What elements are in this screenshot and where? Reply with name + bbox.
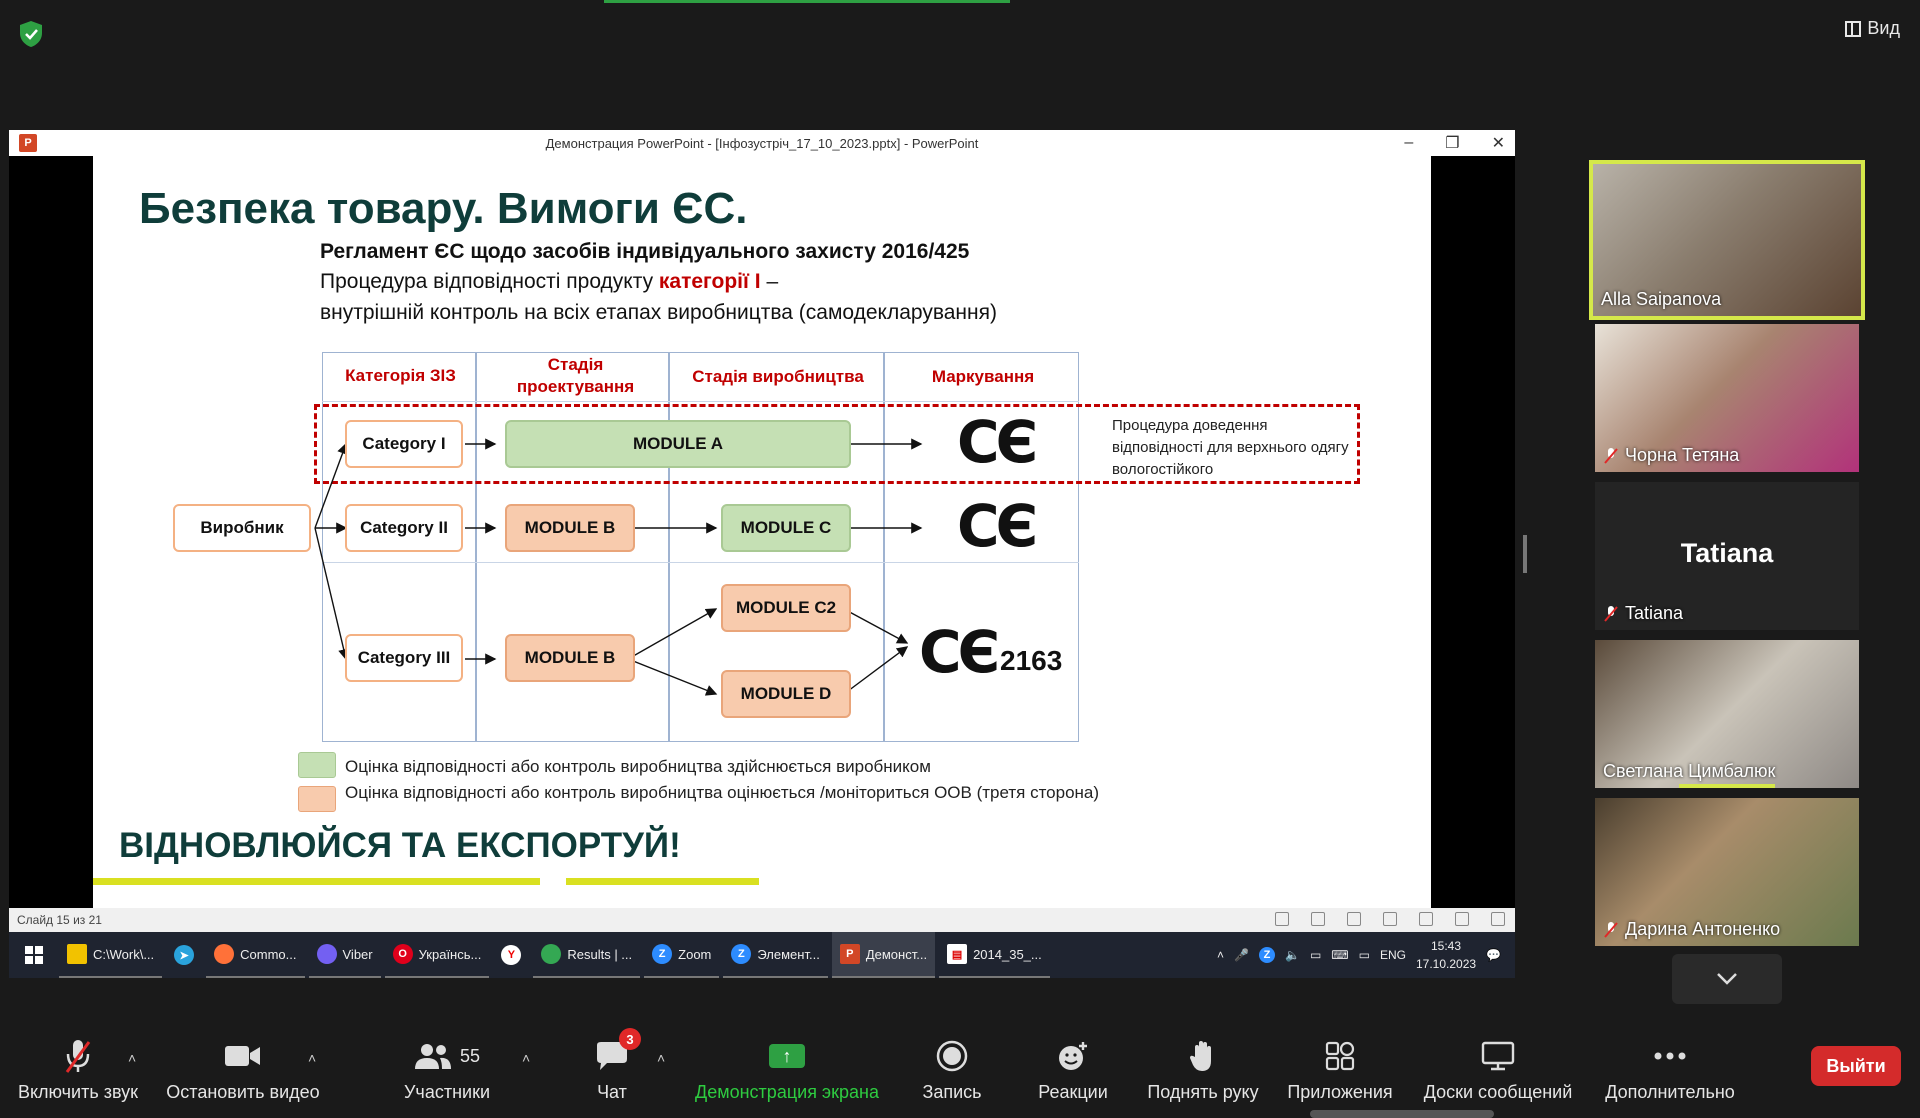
smiley-icon	[1057, 1040, 1089, 1072]
slide-subtitle-regulation: Регламент ЄС щодо засобів індивідуального захисту 2016/425	[320, 240, 970, 263]
participant-name: Дарина Антоненко	[1603, 919, 1780, 940]
grid-view-icon	[1845, 21, 1861, 37]
column-header-marking: Маркування	[931, 367, 1035, 386]
legend-swatch-orange	[298, 786, 336, 812]
slide-counter: Слайд 15 из 21	[17, 913, 102, 927]
participant-name: Alla Saipanova	[1601, 289, 1722, 309]
panel-splitter-handle[interactable]	[1523, 535, 1527, 573]
whiteboard-icon	[1481, 1041, 1515, 1071]
opera-icon: O	[393, 944, 413, 964]
muted-mic-icon	[63, 1038, 93, 1074]
participant-tile[interactable]	[1595, 324, 1859, 472]
language-indicator[interactable]: ENG	[1379, 948, 1406, 962]
restore-icon[interactable]: ❐	[1445, 135, 1460, 152]
record-button[interactable]: Запись	[920, 1036, 984, 1103]
participant-name: Tatiana	[1603, 603, 1683, 624]
more-button[interactable]: Дополнительно	[1600, 1036, 1740, 1103]
participant-tile[interactable]	[1589, 160, 1865, 320]
reading-view-icon[interactable]	[1455, 912, 1469, 926]
module-b-box: MODULE B	[505, 634, 635, 682]
powerpoint-icon: P	[840, 944, 860, 964]
taskbar-item-pdf[interactable]: ▤ 2014_35_...	[939, 932, 1050, 978]
taskbar-item-zoom[interactable]: Z Zoom	[644, 932, 719, 978]
raise-hand-button[interactable]: Поднять руку	[1144, 1036, 1262, 1103]
windows-taskbar	[9, 932, 1515, 978]
participant-name: Светлана Цимбалюк	[1603, 761, 1776, 781]
video-options-caret[interactable]: ˄	[308, 1050, 317, 1066]
clock-date: 17.10.2023	[1415, 957, 1477, 971]
speaking-indicator	[1679, 784, 1775, 788]
whiteboards-button[interactable]: Доски сообщений	[1420, 1036, 1576, 1103]
yandex-icon: Y	[501, 945, 521, 965]
microphone-icon[interactable]: 🎤	[1234, 948, 1249, 962]
procedure-note: Процедура доведення відповідності для верхнього одягу вологостійкого	[1112, 417, 1349, 478]
reactions-button[interactable]: Реакции	[1034, 1036, 1112, 1103]
legend-text-manufacturer: Оцінка відповідності або контроль виробництва здійснюється виробником	[345, 757, 931, 776]
category-3-box: Category III	[345, 634, 463, 682]
share-screen-button[interactable]: ↑ Демонстрация экрана	[695, 1045, 879, 1102]
start-button[interactable]	[9, 946, 59, 964]
folder-icon	[67, 944, 87, 964]
slide	[93, 156, 1431, 908]
meeting-toolbar	[0, 1010, 1920, 1118]
more-dots-icon	[1653, 1051, 1687, 1061]
chat-options-caret[interactable]: ˄	[657, 1050, 666, 1066]
telegram-icon: ➤	[174, 945, 194, 965]
horizontal-scrollbar[interactable]	[1310, 1110, 1494, 1118]
share-indicator-bar	[604, 0, 1010, 3]
muted-mic-icon	[1603, 921, 1619, 939]
participants-button[interactable]: 55 Участники	[402, 1036, 492, 1103]
chevron-down-icon	[1716, 972, 1738, 986]
stop-video-button[interactable]: Остановить видео	[163, 1036, 323, 1103]
system-tray	[1217, 932, 1515, 978]
pdf-icon: ▤	[947, 944, 967, 964]
ce-mark: CЄ	[957, 408, 1035, 476]
notified-body-number: 2163	[1000, 645, 1063, 676]
view-label: Вид	[1867, 18, 1900, 38]
module-b-box: MODULE B	[505, 504, 635, 552]
tray-chevron-up-icon[interactable]: ˄	[1217, 948, 1225, 962]
participant-tile[interactable]	[1595, 482, 1859, 630]
taskbar-item-explorer[interactable]: C:\Work\...	[59, 932, 162, 978]
powerpoint-logo-icon: P	[19, 134, 37, 152]
module-c-box: MODULE C	[721, 504, 851, 552]
keyboard-icon[interactable]: ⌨	[1331, 948, 1349, 962]
participant-name: Чорна Тетяна	[1603, 445, 1739, 466]
audio-options-caret[interactable]: ˄	[128, 1050, 137, 1066]
viber-icon	[317, 944, 337, 964]
legend-swatch-green	[298, 752, 336, 778]
module-c2-box: MODULE C2	[721, 584, 851, 632]
taskbar-item-powerpoint[interactable]: P Демонст...	[832, 932, 935, 978]
clock-time: 15:43	[1431, 939, 1462, 953]
security-shield-icon[interactable]	[18, 20, 44, 48]
share-screen-arrow-icon: ↑	[769, 1044, 805, 1068]
unmute-button[interactable]: Включить звук	[14, 1036, 142, 1103]
slide-title: Безпека товару. Вимоги ЄС.	[139, 184, 748, 233]
manufacturer-box: Виробник	[173, 504, 311, 552]
taskbar-item-chrome[interactable]: Results | ...	[533, 932, 640, 978]
participants-icon	[414, 1042, 452, 1070]
taskbar-item-zoom-elements[interactable]: Z Элемент...	[723, 932, 827, 978]
ce-mark: CЄ	[957, 492, 1035, 560]
slide-menu-icon[interactable]	[1311, 912, 1325, 926]
slide-slogan: ВІДНОВЛЮЙСЯ ТА ЕКСПОРТУЙ!	[119, 826, 681, 865]
view-button[interactable]	[1845, 18, 1900, 39]
zoom-icon: Z	[652, 944, 672, 964]
slideshow-icon[interactable]	[1491, 912, 1505, 926]
sorter-view-icon[interactable]	[1419, 912, 1433, 926]
scroll-participants-down[interactable]	[1672, 954, 1782, 1004]
shared-screen	[9, 130, 1515, 978]
column-header-production: Стадія виробництва	[692, 367, 864, 386]
zoom-tray-icon[interactable]: Z	[1259, 947, 1275, 963]
chrome-icon	[541, 944, 561, 964]
taskbar-item-viber[interactable]: Viber	[309, 932, 381, 978]
minimize-icon[interactable]: –	[1404, 134, 1414, 151]
volume-icon[interactable]: 🔈	[1285, 948, 1300, 962]
module-a-box: MODULE A	[505, 420, 851, 468]
close-icon[interactable]: ✕	[1491, 135, 1505, 152]
ce-mark: CЄ	[919, 618, 997, 686]
slogan-underline	[93, 878, 540, 885]
participant-avatar-name: Tatiana	[1680, 538, 1774, 568]
taskbar-item-firefox[interactable]: Commo...	[206, 932, 304, 978]
zoom-icon: Z	[731, 944, 751, 964]
category-1-box: Category I	[345, 420, 463, 468]
taskbar-item-yandex[interactable]	[493, 932, 529, 978]
slide-subtitle-control: внутрішній контроль на всіх етапах виробництва (самодекларування)	[320, 301, 997, 324]
next-slide-icon[interactable]	[1347, 912, 1361, 926]
column-header-design: Стадія проектування	[516, 355, 635, 396]
apps-icon	[1325, 1041, 1355, 1071]
ppt-titlebar	[9, 130, 1515, 156]
chat-button[interactable]: 3 Чат	[580, 1036, 644, 1103]
ppt-status-bar	[9, 908, 1515, 932]
clock[interactable]	[1416, 937, 1476, 973]
windows-logo-icon	[25, 946, 43, 964]
leave-button[interactable]: Выйти	[1811, 1046, 1901, 1086]
legend-text-third-party: Оцінка відповідності або контроль виробництва оцінюється /моніториться ООВ (третя сторона)	[345, 783, 1100, 802]
participant-tile[interactable]	[1595, 798, 1859, 946]
notifications-icon[interactable]: 💬	[1486, 948, 1501, 962]
apps-button[interactable]: Приложения	[1284, 1036, 1396, 1103]
prev-slide-icon[interactable]	[1275, 912, 1289, 926]
module-d-box: MODULE D	[721, 670, 851, 718]
muted-mic-icon	[1603, 605, 1619, 623]
participants-options-caret[interactable]: ˄	[522, 1050, 531, 1066]
category-2-box: Category II	[345, 504, 463, 552]
chat-unread-badge: 3	[619, 1028, 641, 1050]
participant-tile[interactable]	[1595, 640, 1859, 788]
network-icon[interactable]: ▭	[1309, 948, 1322, 962]
normal-view-icon[interactable]	[1383, 912, 1397, 926]
raised-hand-icon	[1189, 1039, 1217, 1073]
taskbar-item-opera[interactable]: O Українсь...	[385, 932, 490, 978]
slide-subtitle-procedure: Процедура відповідності продукту категорії І –	[320, 270, 779, 293]
column-header-category: Категорія ЗІЗ	[345, 366, 456, 385]
slogan-underline	[566, 878, 759, 885]
video-camera-icon	[224, 1043, 262, 1069]
ppt-window-title: Демонстрация PowerPoint - [Інфозустріч_17_10_2023.pptx] - PowerPoint	[545, 135, 979, 151]
display-icon[interactable]: ▭	[1358, 948, 1370, 962]
firefox-icon	[214, 944, 234, 964]
record-icon	[936, 1040, 968, 1072]
taskbar-item-telegram[interactable]	[166, 932, 202, 978]
muted-mic-icon	[1603, 447, 1619, 465]
